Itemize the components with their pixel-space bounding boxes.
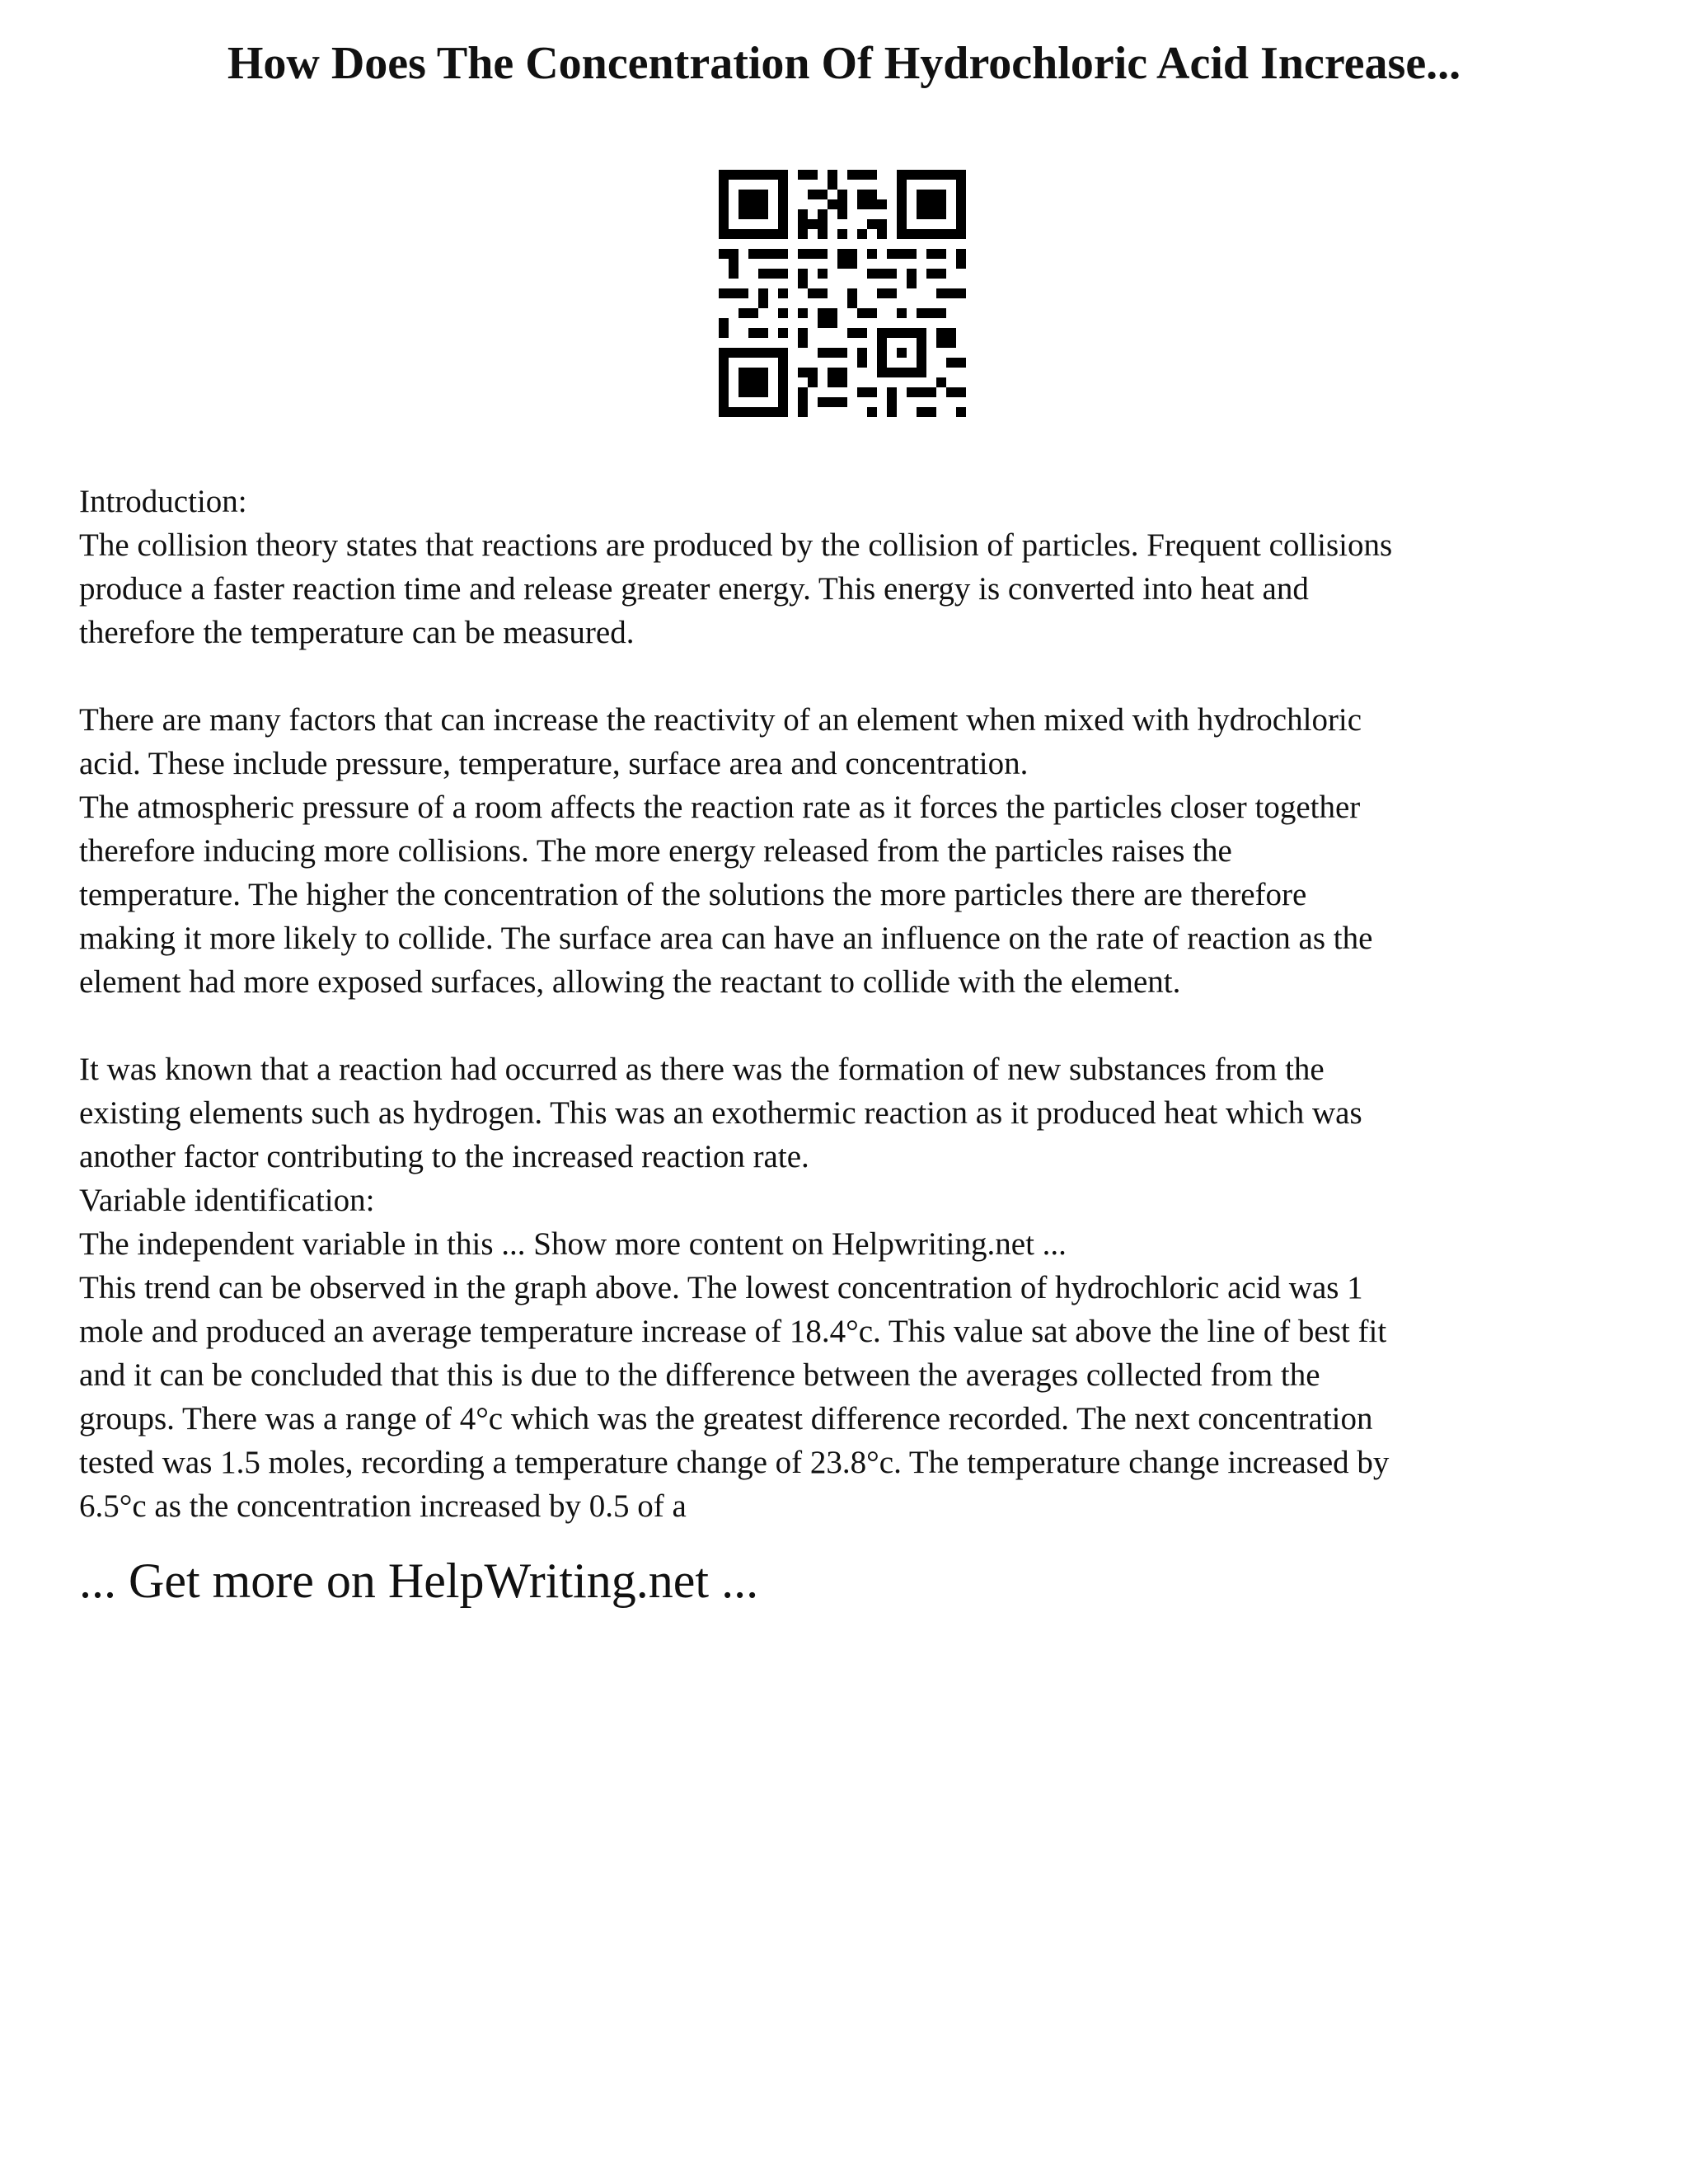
body-line: This trend can be observed in the graph above. The lowest concentration of hydrochloric acid was 1: [79, 1270, 1363, 1305]
body-line: therefore inducing more collisions. The more energy released from the particles raises the: [79, 833, 1232, 869]
paragraph-gap: [79, 1004, 1629, 1047]
body-line: therefore the temperature can be measured.: [79, 615, 635, 650]
body-line: Introduction:: [79, 484, 247, 519]
body-line: and it can be concluded that this is due to the difference between the averages collected from the: [79, 1357, 1320, 1393]
qr-code-graphic: [719, 170, 966, 417]
body-line: making it more likely to collide. The surface area can have an influence on the rate of reaction as the: [79, 921, 1373, 956]
paragraph-gap: [79, 654, 1629, 698]
body-line: tested was 1.5 moles, recording a temperature change of 23.8°c. The temperature change increased by: [79, 1445, 1390, 1480]
qr-code-icon: [719, 170, 966, 417]
body-line: Variable identification:: [79, 1183, 375, 1218]
body-line: temperature. The higher the concentration of the solutions the more particles there are therefore: [79, 877, 1307, 912]
body-line: groups. There was a range of 4°c which was the greatest difference recorded. The next concentration: [79, 1401, 1373, 1436]
body-line: The atmospheric pressure of a room affects the reaction rate as it forces the particles closer together: [79, 790, 1361, 825]
body-line: element had more exposed surfaces, allowing the reactant to collide with the element.: [79, 964, 1181, 1000]
body-line: another factor contributing to the increased reaction rate.: [79, 1139, 809, 1174]
page-title: How Does The Concentration Of Hydrochloric Acid Increase...: [227, 38, 1461, 89]
body-line: acid. These include pressure, temperature, surface area and concentration.: [79, 746, 1029, 781]
body-line: produce a faster reaction time and release greater energy. This energy is converted into heat and: [79, 571, 1309, 607]
body-line: It was known that a reaction had occurred as there was the formation of new substances from the: [79, 1052, 1325, 1087]
body-line: mole and produced an average temperature increase of 18.4°c. This value sat above the line of best fit: [79, 1314, 1387, 1349]
body-line: The independent variable in this ... Show more content on Helpwriting.net ...: [79, 1226, 1067, 1262]
body-line: The collision theory states that reactions are produced by the collision of particles. Frequent collisions: [79, 527, 1393, 563]
article-body: [79, 480, 1629, 1528]
get-more-link[interactable]: ... Get more on HelpWriting.net ...: [79, 1554, 759, 1608]
body-line: existing elements such as hydrogen. This was an exothermic reaction as it produced heat which was: [79, 1095, 1362, 1131]
body-line: 6.5°c as the concentration increased by 0.5 of a: [79, 1488, 687, 1524]
body-line: There are many factors that can increase the reactivity of an element when mixed with hydrochloric: [79, 702, 1362, 738]
